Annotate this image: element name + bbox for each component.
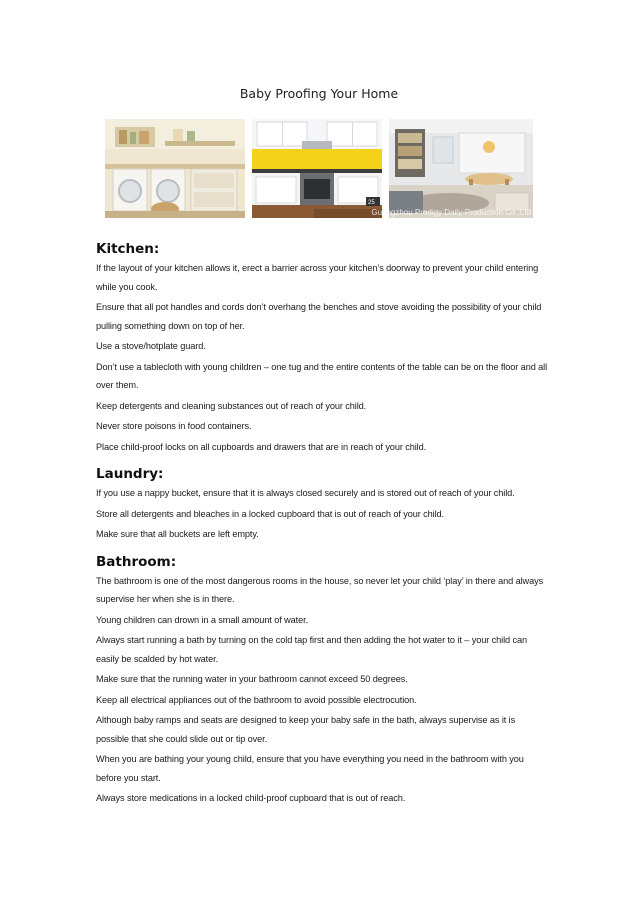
section-heading: Bathroom: xyxy=(96,553,177,570)
laundry-room-photo xyxy=(105,119,245,218)
photo-watermark: Guangzhou Prodigy Daily-Production Co.,Ltd xyxy=(371,208,531,217)
document-body xyxy=(96,240,548,810)
photo-strip xyxy=(105,119,533,218)
photo-badge: 25 xyxy=(368,200,375,206)
paragraph: Never store poisons in food containers. xyxy=(96,421,252,431)
paragraph: When you are bathing your young child, ensure that you have everything you need in the bathroom with you before you start. xyxy=(96,754,524,783)
paragraph: Although baby ramps and seats are designed to keep your baby safe in the bath, always supervise as it is possible that she could slide out or tip over. xyxy=(96,715,516,744)
paragraph: If you use a nappy bucket, ensure that it is always closed securely and is stored out of reach of your child. xyxy=(96,488,515,498)
paragraph: Ensure that all pot handles and cords don’t overhang the benches and stove avoiding the possibility of your child pulling something down on top of her. xyxy=(96,302,542,331)
paragraph: Keep all electrical appliances out of the bathroom to avoid possible electrocution. xyxy=(96,694,417,705)
section-kitchen xyxy=(96,240,548,456)
section-laundry xyxy=(96,465,548,544)
paragraph: Store all detergents and bleaches in a locked cupboard that is out of reach of your child. xyxy=(96,508,445,519)
paragraph: Don’t use a tablecloth with young children – one tug and the entire contents of the table can be on the floor and all over them. xyxy=(96,361,548,390)
paragraph: Use a stove/hotplate guard. xyxy=(96,341,206,351)
paragraph: If the layout of your kitchen allows it, erect a barrier across your kitchen’s doorway to prevent your child entering while you cook. xyxy=(96,263,539,292)
paragraph: Always store medications in a locked child-proof cupboard that is out of reach. xyxy=(96,793,406,803)
section-heading: Kitchen: xyxy=(96,241,160,257)
section-bathroom xyxy=(96,553,548,808)
document-title: Baby Proofing Your Home xyxy=(239,86,399,101)
paragraph: Young children can drown in a small amount of water. xyxy=(96,614,309,625)
paragraph: Keep detergents and cleaning substances out of reach of your child. xyxy=(96,400,367,411)
paragraph: The bathroom is one of the most dangerous rooms in the house, so never let your child ‘play’ in there and always supervise her when she is in there. xyxy=(96,575,544,604)
paragraph: Make sure that all buckets are left empty. xyxy=(96,529,259,539)
paragraph: Make sure that the running water in your bathroom cannot exceed 50 degrees. xyxy=(96,674,408,684)
section-heading: Laundry: xyxy=(96,466,164,482)
paragraph: Place child-proof locks on all cupboards and drawers that are in reach of your child. xyxy=(96,441,427,452)
paragraph: Always start running a bath by turning on the cold tap first and then adding the hot water to it – your child can easily be scalded by hot water. xyxy=(96,635,527,664)
yellow-kitchen-photo xyxy=(252,119,382,218)
